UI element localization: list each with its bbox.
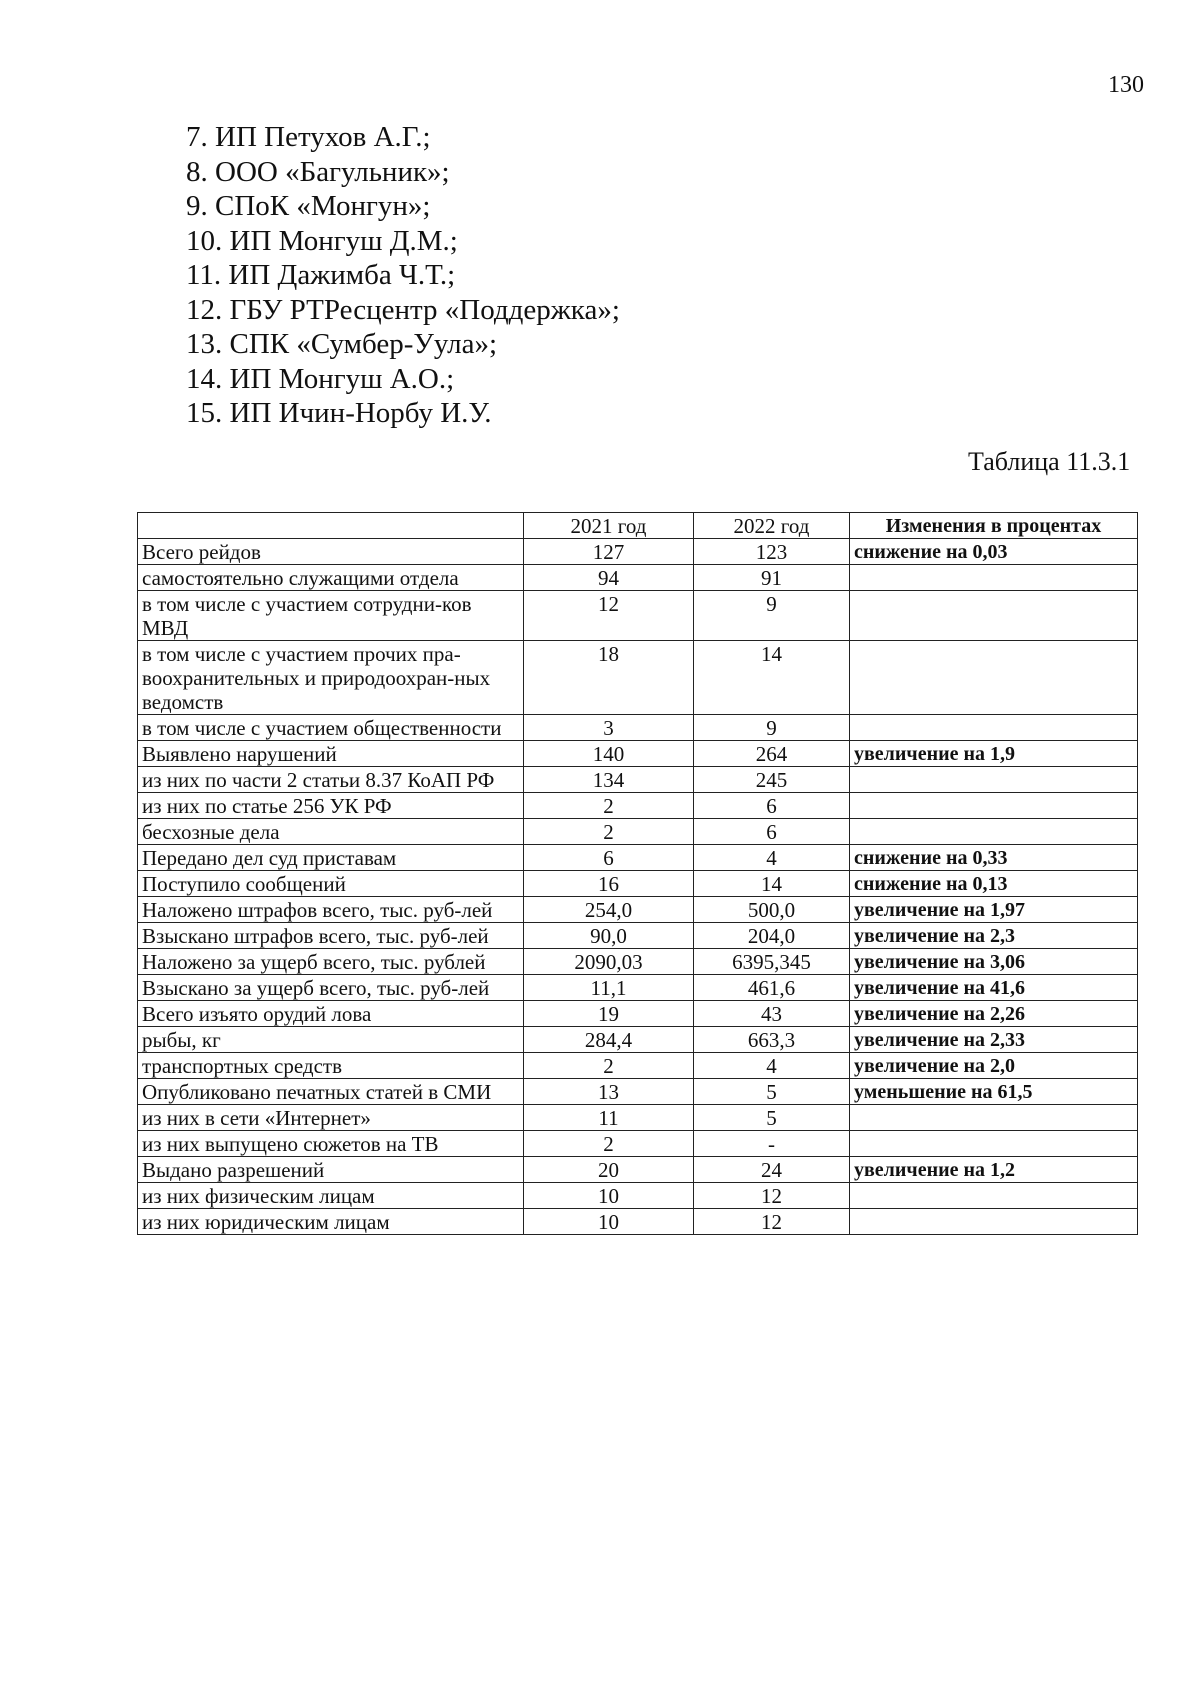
value-2022: 6395,345 [694,949,850,975]
table-row [138,1183,1138,1209]
value-2021: 18 [524,641,694,715]
table-row [138,1027,1138,1053]
value-2022: 5 [694,1079,850,1105]
row-label: Наложено за ущерб всего, тыс. рублей [138,949,524,975]
value-2021: 6 [524,845,694,871]
value-2021: 19 [524,1001,694,1027]
change-percent [850,1209,1138,1235]
value-2021: 16 [524,871,694,897]
list-item: 8. ООО «Багульник»; [186,155,450,188]
list-item: 9. СПоК «Монгун»; [186,190,431,222]
table-row [138,565,1138,591]
list-item: 11. ИП Дажимба Ч.Т.; [186,259,456,291]
change-percent [850,819,1138,845]
change-percent [850,591,1138,641]
value-2021: 3 [524,715,694,741]
value-2021: 94 [524,565,694,591]
header-cell-2022: 2022 год [694,513,850,539]
change-percent: снижение на 0,13 [850,871,1138,897]
value-2021: 13 [524,1079,694,1105]
table-body [138,539,1138,1235]
table-row [138,975,1138,1001]
change-percent [850,1183,1138,1209]
value-2022: 6 [694,793,850,819]
table-row [138,845,1138,871]
table-header-row [138,513,1138,539]
change-percent: увеличение на 1,2 [850,1157,1138,1183]
change-percent: снижение на 0,33 [850,845,1138,871]
table-row [138,949,1138,975]
row-label: Выявлено нарушений [138,741,524,767]
value-2022: 12 [694,1209,850,1235]
value-2021: 2 [524,793,694,819]
value-2022: 12 [694,1183,850,1209]
table-row [138,871,1138,897]
row-label: Взыскано за ущерб всего, тыс. руб-лей [138,975,524,1001]
change-percent: увеличение на 2,3 [850,923,1138,949]
table-row [138,1157,1138,1183]
table-row [138,641,1138,715]
row-label: Поступило сообщений [138,871,524,897]
organization-list [186,120,620,431]
value-2022: 245 [694,767,850,793]
value-2022: 91 [694,565,850,591]
table-row [138,897,1138,923]
list-item: 12. ГБУ РТРесцентр «Поддержка»; [186,293,620,326]
value-2021: 11 [524,1105,694,1131]
row-label: Передано дел суд приставам [138,845,524,871]
table-row [138,1209,1138,1235]
header-cell-change: Изменения в процентах [850,513,1138,539]
value-2021: 2 [524,1053,694,1079]
page-number: 130 [1108,72,1144,98]
value-2021: 2090,03 [524,949,694,975]
table-row [138,1079,1138,1105]
change-percent: увеличение на 2,33 [850,1027,1138,1053]
table-caption: Таблица 11.3.1 [968,447,1131,476]
value-2021: 2 [524,819,694,845]
row-label: из них юридическим лицам [138,1209,524,1235]
value-2021: 10 [524,1209,694,1235]
value-2022: 6 [694,819,850,845]
header-cell-2021: 2021 год [524,513,694,539]
table-row [138,923,1138,949]
value-2022: 264 [694,741,850,767]
value-2021: 12 [524,591,694,641]
change-percent: уменьшение на 61,5 [850,1079,1138,1105]
change-percent [850,715,1138,741]
row-label: рыбы, кг [138,1027,524,1053]
value-2022: 43 [694,1001,850,1027]
value-2022: 461,6 [694,975,850,1001]
table-row [138,741,1138,767]
value-2021: 2 [524,1131,694,1157]
change-percent [850,793,1138,819]
change-percent: снижение на 0,03 [850,539,1138,565]
list-item: 14. ИП Монгуш А.О.; [186,362,455,395]
row-label: Всего изъято орудий лова [138,1001,524,1027]
row-label: Опубликовано печатных статей в СМИ [138,1079,524,1105]
change-percent: увеличение на 3,06 [850,949,1138,975]
table-row [138,1105,1138,1131]
row-label: из них по статье 256 УК РФ [138,793,524,819]
value-2021: 127 [524,539,694,565]
row-label: в том числе с участием общественности [138,715,524,741]
value-2022: 500,0 [694,897,850,923]
row-label: в том числе с участием прочих пра-воохранительных и природоохран-ных ведомств [138,641,524,715]
row-label: из них выпущено сюжетов на ТВ [138,1131,524,1157]
row-label: в том числе с участием сотрудни-ков МВД [138,591,524,641]
change-percent [850,565,1138,591]
list-item: 7. ИП Петухов А.Г.; [186,121,431,153]
value-2022: 14 [694,641,850,715]
table-row [138,1131,1138,1157]
value-2022: 4 [694,845,850,871]
list-item: 15. ИП Ичин-Норбу И.У. [186,397,492,429]
row-label: самостоятельно служащими отдела [138,565,524,591]
change-percent: увеличение на 2,0 [850,1053,1138,1079]
value-2021: 90,0 [524,923,694,949]
value-2021: 10 [524,1183,694,1209]
row-label: из них физическим лицам [138,1183,524,1209]
value-2022: 5 [694,1105,850,1131]
row-label: Всего рейдов [138,539,524,565]
value-2021: 284,4 [524,1027,694,1053]
row-label: транспортных средств [138,1053,524,1079]
value-2022: 24 [694,1157,850,1183]
row-label: Наложено штрафов всего, тыс. руб-лей [138,897,524,923]
table-row [138,539,1138,565]
value-2022: - [694,1131,850,1157]
value-2022: 4 [694,1053,850,1079]
value-2022: 14 [694,871,850,897]
change-percent: увеличение на 1,97 [850,897,1138,923]
change-percent: увеличение на 1,9 [850,741,1138,767]
value-2022: 204,0 [694,923,850,949]
table-row [138,1001,1138,1027]
table-row [138,793,1138,819]
value-2022: 9 [694,591,850,641]
statistics-table [137,512,1138,1235]
header-cell-label [138,513,524,539]
table-row [138,591,1138,641]
row-label: из них в сети «Интернет» [138,1105,524,1131]
table-row [138,1053,1138,1079]
row-label: Взыскано штрафов всего, тыс. руб-лей [138,923,524,949]
value-2022: 663,3 [694,1027,850,1053]
change-percent [850,1105,1138,1131]
row-label: бесхозные дела [138,819,524,845]
change-percent [850,1131,1138,1157]
row-label: из них по части 2 статьи 8.37 КоАП РФ [138,767,524,793]
table-row [138,819,1138,845]
value-2021: 134 [524,767,694,793]
change-percent: увеличение на 41,6 [850,975,1138,1001]
change-percent: увеличение на 2,26 [850,1001,1138,1027]
list-item: 13. СПК «Сумбер-Уула»; [186,328,498,360]
row-label: Выдано разрешений [138,1157,524,1183]
change-percent [850,767,1138,793]
table-row [138,715,1138,741]
value-2021: 254,0 [524,897,694,923]
change-percent [850,641,1138,715]
value-2021: 11,1 [524,975,694,1001]
list-item: 10. ИП Монгуш Д.М.; [186,224,458,257]
table-row [138,767,1138,793]
value-2021: 140 [524,741,694,767]
value-2022: 123 [694,539,850,565]
value-2022: 9 [694,715,850,741]
value-2021: 20 [524,1157,694,1183]
